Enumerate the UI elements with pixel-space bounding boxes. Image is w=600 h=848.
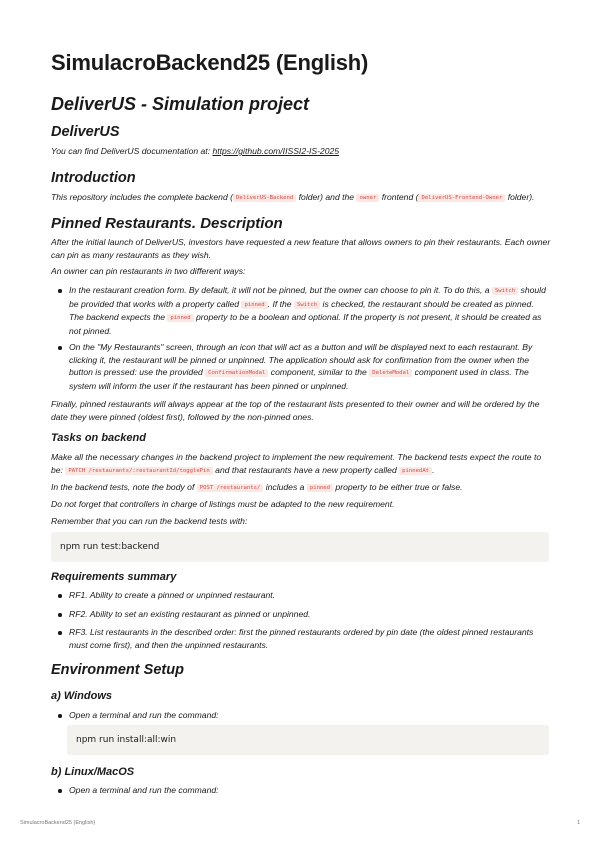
pinned-final-paragraph: Finally, pinned restaurants will always appear at the top of the restaurant lists presented to their owner and will be ordered by the date they were pinned (oldest first), followed by the non-pinned ones. xyxy=(51,399,540,422)
introduction-paragraph: This repository includes the complete backend ( DeliverUS-Backend folder) and the owner frontend ( DeliverUS-Frontend-Owner folder). xyxy=(51,192,535,202)
tasks-paragraph-4: Remember that you can run the backend tests with: xyxy=(51,516,248,526)
list-item: RF3. List restaurants in the described order: first the pinned restaurants ordered by pin date (the oldest pinned restaurants must come first), and then the unpinned restaurants. xyxy=(69,626,549,651)
list-item: Open a terminal and run the command: xyxy=(69,784,549,797)
inline-code: POST /restaurants/ xyxy=(197,484,264,492)
tasks-heading: Tasks on backend xyxy=(51,432,146,444)
list-item: Open a terminal and run the command: xyxy=(69,709,549,722)
list-item: In the restaurant creation form. By default, it will not be pinned, but the owner can choose to pin it. To do this, a Switch should be provided that works with a property called pinned . If the Switch is checked, the restaurant should be created as pinned. The backend expects the pinned property to be a boolean and optional. If the property is not present, it should be created as not pinned. xyxy=(69,284,549,337)
windows-heading: a) Windows xyxy=(51,690,113,702)
page-title: SimulacroBackend25 (English) xyxy=(51,50,369,75)
code-block-test[interactable]: npm run test:backend xyxy=(51,532,549,562)
pinned-intro-paragraph: After the initial launch of DeliverUS, investors have requested a new feature that allows owners to pin their restaurants. Each owner can pin as many restaurants as they wish. xyxy=(51,237,551,260)
pinned-ways-paragraph: An owner can pin restaurants in two different ways: xyxy=(51,266,246,276)
inline-code: pinned xyxy=(241,301,267,309)
inline-code: DeleteModal xyxy=(369,369,412,377)
pinned-heading: Pinned Restaurants. Description xyxy=(51,215,283,232)
footer-title: SimulacroBackend25 (English) xyxy=(20,820,96,826)
deliverus-paragraph: You can find DeliverUS documentation at: https://github.com/IISSI2-IS-2025 xyxy=(51,146,340,156)
page-number: 1 xyxy=(577,820,581,826)
requirements-heading: Requirements summary xyxy=(51,571,177,583)
list-item: On the "My Restaurants" screen, through an icon that will act as a button and will be displayed next to each restaurant. By clicking it, the restaurant will be pinned or unpinned. The application should ask for confirmation from the owner when the button is pressed: use the provided ConfirmationModal component, similar to the DeleteModal component used in class. The system will inform the user if the restaurant has been pinned or unpinned. xyxy=(69,341,549,392)
list-item: RF1. Ability to create a pinned or unpinned restaurant. xyxy=(69,589,549,602)
inline-code: PATCH /restaurants/:restaurantId/togglePin xyxy=(65,467,212,475)
inline-code: pinnedAt xyxy=(399,467,432,475)
inline-code: DeliverUS-Backend xyxy=(233,194,296,202)
deliverus-heading: DeliverUS xyxy=(51,124,120,140)
inline-code: pinned xyxy=(307,484,333,492)
inline-code: owner xyxy=(356,194,379,202)
tasks-paragraph-3: Do not forget that controllers in charge of listings must be adapted to the new requirement. xyxy=(51,499,395,509)
inline-code: ConfirmationModal xyxy=(205,369,268,377)
linux-heading: b) Linux/MacOS xyxy=(51,766,135,778)
inline-code: pinned xyxy=(167,314,193,322)
inline-code: Switch xyxy=(294,301,320,309)
tasks-paragraph-2: In the backend tests, note the body of POST /restaurants/ includes a pinned property to be either true or false. xyxy=(51,482,463,492)
environment-heading: Environment Setup xyxy=(51,662,184,678)
documentation-link[interactable]: https://github.com/IISSI2-IS-2025 xyxy=(212,146,340,156)
code-block-install[interactable]: npm run install:all:win xyxy=(67,725,549,755)
list-item: RF2. Ability to set an existing restaurant as pinned or unpinned. xyxy=(69,608,549,621)
introduction-heading: Introduction xyxy=(51,170,136,186)
inline-code: DeliverUS-Frontend-Owner xyxy=(418,194,505,202)
subtitle: DeliverUS - Simulation project xyxy=(51,94,310,114)
inline-code: Switch xyxy=(492,287,518,295)
tasks-paragraph-1: Make all the necessary changes in the backend project to implement the new requirement. The backend tests expect the route to be: PATCH /restaurants/:restaurantId/togglePin and that restaurants have a new property called pinnedAt . xyxy=(51,452,542,475)
